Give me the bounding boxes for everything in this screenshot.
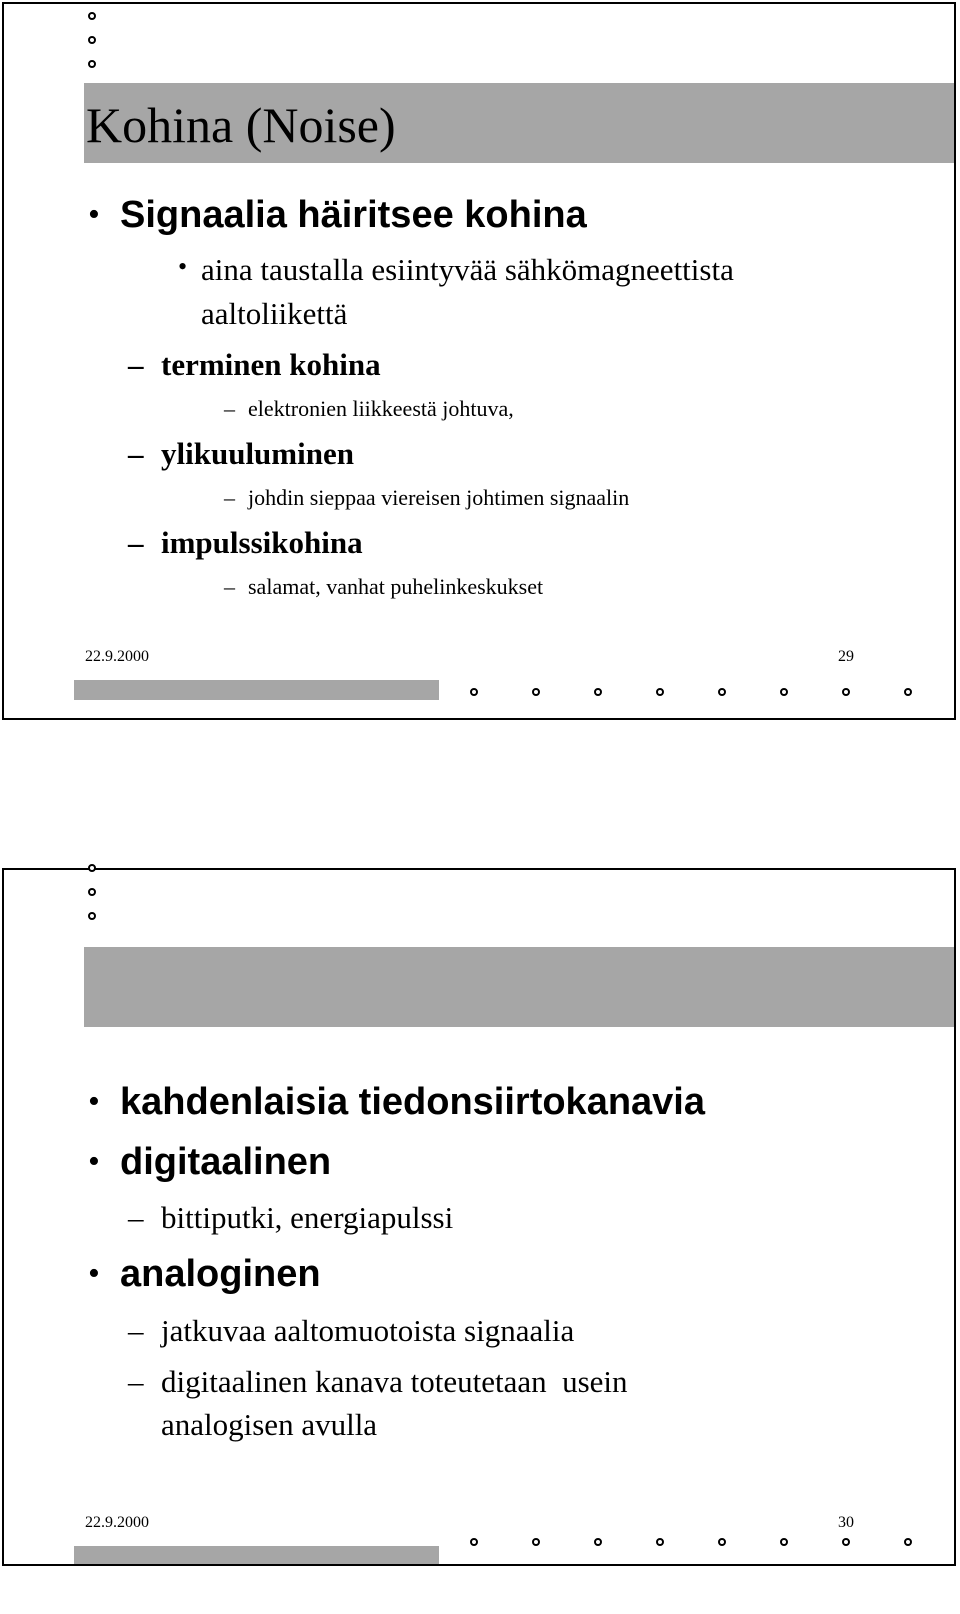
bullet-icon: • xyxy=(88,1143,100,1180)
decor-circle-icon xyxy=(904,688,912,696)
footer-bar xyxy=(74,680,439,700)
noise-type-crosstalk: ylikuuluminen xyxy=(161,436,354,471)
slide-number: 29 xyxy=(838,648,854,665)
decor-circle-icon xyxy=(780,688,788,696)
dash-icon: – xyxy=(128,1313,144,1348)
footer-bar xyxy=(74,1546,439,1564)
slide-date: 22.9.2000 xyxy=(85,1514,149,1531)
decor-circle-icon xyxy=(842,688,850,696)
dash-icon: – xyxy=(128,347,144,382)
noise-type-impulse: impulssikohina xyxy=(161,525,363,560)
decor-circle-icon xyxy=(842,1538,850,1546)
decor-circle-icon xyxy=(88,36,96,44)
bullet-icon: • xyxy=(178,252,188,281)
dash-icon: – xyxy=(224,396,235,421)
noise-type-thermal: terminen kohina xyxy=(161,347,381,382)
dash-icon: – xyxy=(128,1200,144,1235)
decor-circle-icon xyxy=(780,1538,788,1546)
sub-bullet-text: aina taustalla esiintyvää sähkömagneettista xyxy=(201,252,734,287)
noise-detail: johdin sieppaa viereisen johtimen signaalin xyxy=(248,485,630,510)
bullet-icon: • xyxy=(88,1255,100,1292)
noise-detail: salamat, vanhat puhelinkeskukset xyxy=(248,574,544,599)
bullet-text: digitaalinen xyxy=(120,1141,332,1183)
decor-circle-icon xyxy=(88,864,96,872)
sub-bullet-text-cont: aaltoliikettä xyxy=(201,296,348,331)
decor-circle-icon xyxy=(656,1538,664,1546)
dash-icon: – xyxy=(128,525,144,560)
bullet-icon: • xyxy=(88,196,100,233)
dash-icon: – xyxy=(224,574,235,599)
decor-circle-icon xyxy=(88,60,96,68)
decor-circle-icon xyxy=(532,1538,540,1546)
decor-circle-icon xyxy=(88,888,96,896)
slide-number: 30 xyxy=(838,1514,854,1531)
slide-title: Kohina (Noise) xyxy=(86,97,396,153)
sub-item-text: bittiputki, energiapulssi xyxy=(161,1200,454,1235)
slide-30 xyxy=(2,868,956,1566)
decor-circle-icon xyxy=(88,12,96,20)
bullet-text: analoginen xyxy=(120,1253,321,1295)
slide-29 xyxy=(2,2,956,720)
decor-circle-icon xyxy=(470,688,478,696)
decor-circle-icon xyxy=(470,1538,478,1546)
sub-item-text-cont: analogisen avulla xyxy=(161,1407,378,1442)
decor-circle-icon xyxy=(88,912,96,920)
decor-circle-icon xyxy=(656,688,664,696)
bullet-text: Signaalia häiritsee kohina xyxy=(120,194,587,236)
bullet-text: kahdenlaisia tiedonsiirtokanavia xyxy=(120,1081,705,1123)
dash-icon: – xyxy=(224,485,235,510)
bullet-icon: • xyxy=(88,1083,100,1120)
decor-circle-icon xyxy=(904,1538,912,1546)
noise-detail: elektronien liikkeestä johtuva, xyxy=(248,396,514,421)
dash-icon: – xyxy=(128,1364,144,1399)
slide-date: 22.9.2000 xyxy=(85,648,149,665)
dash-icon: – xyxy=(128,436,144,471)
sub-item-text: jatkuvaa aaltomuotoista signaalia xyxy=(161,1313,575,1348)
decor-circle-icon xyxy=(718,688,726,696)
decor-circle-icon xyxy=(718,1538,726,1546)
sub-item-text: digitaalinen kanava toteutetaan usein xyxy=(161,1364,628,1399)
decor-circle-icon xyxy=(594,1538,602,1546)
decor-circle-icon xyxy=(594,688,602,696)
title-band xyxy=(84,947,954,1027)
decor-circle-icon xyxy=(532,688,540,696)
